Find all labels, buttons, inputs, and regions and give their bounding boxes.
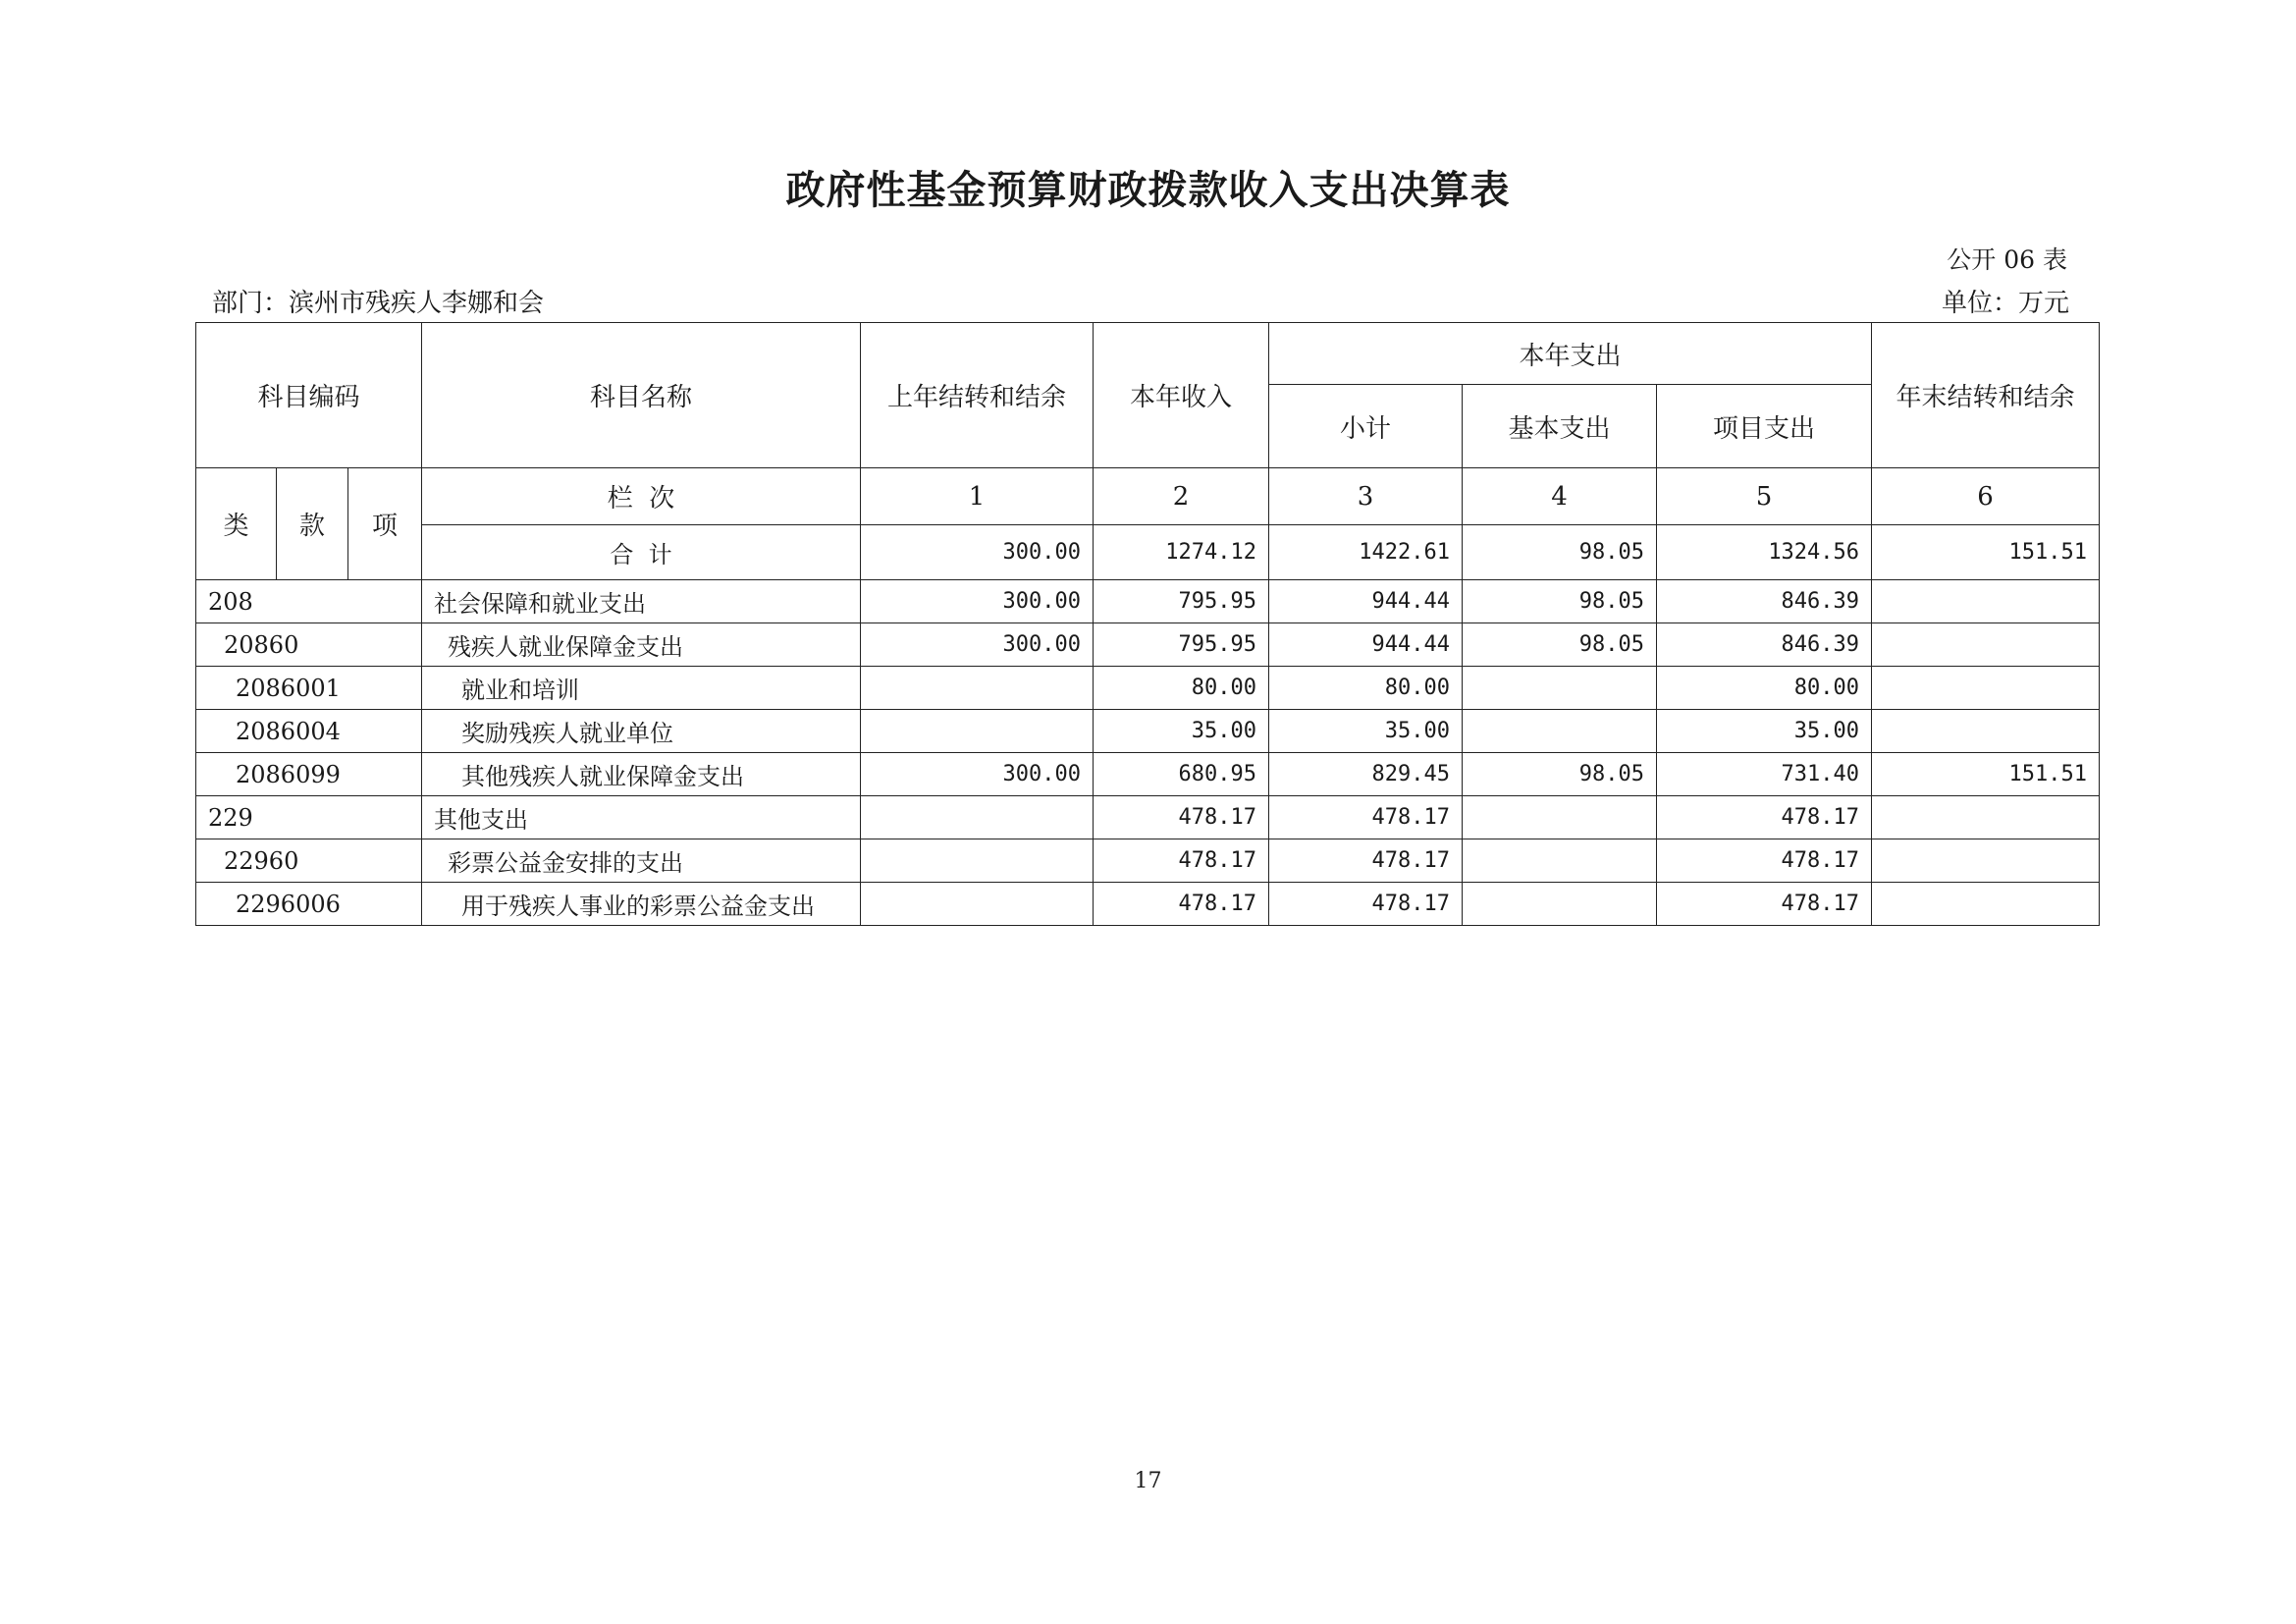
- row-code: 208: [196, 580, 422, 623]
- table-row: [196, 667, 2100, 710]
- row-subtotal: 829.45: [1269, 753, 1463, 796]
- row-prev-balance: 300.00: [861, 753, 1094, 796]
- column-number-row: [196, 468, 2100, 525]
- column-label: 栏 次: [422, 468, 861, 525]
- table-row: [196, 580, 2100, 623]
- row-income: 680.95: [1094, 753, 1269, 796]
- row-end-balance: [1872, 796, 2100, 839]
- department-label: 部门：滨州市残疾人李娜和会: [212, 289, 545, 318]
- table-row: [196, 839, 2100, 883]
- row-name: 其他残疾人就业保障金支出: [422, 753, 861, 796]
- row-subtotal: 478.17: [1269, 839, 1463, 883]
- header-project: 项目支出: [1657, 385, 1872, 468]
- total-subtotal: 1422.61: [1269, 525, 1463, 580]
- row-name: 其他支出: [422, 796, 861, 839]
- header-lei: 类: [196, 468, 277, 580]
- form-number: 公开 06 表: [1947, 245, 2067, 274]
- row-basic: [1463, 796, 1657, 839]
- header-prev-balance: 上年结转和结余: [861, 323, 1094, 468]
- row-name: 就业和培训: [422, 667, 861, 710]
- total-project: 1324.56: [1657, 525, 1872, 580]
- row-code: 2296006: [196, 883, 422, 926]
- row-name: 用于残疾人事业的彩票公益金支出: [422, 883, 861, 926]
- header-subtotal: 小计: [1269, 385, 1463, 468]
- row-basic: 98.05: [1463, 623, 1657, 667]
- row-subtotal: 944.44: [1269, 623, 1463, 667]
- column-number: 2: [1094, 468, 1269, 525]
- row-income: 478.17: [1094, 796, 1269, 839]
- row-project: 478.17: [1657, 839, 1872, 883]
- table-row: [196, 753, 2100, 796]
- row-project: 478.17: [1657, 883, 1872, 926]
- row-end-balance: [1872, 839, 2100, 883]
- row-income: 478.17: [1094, 839, 1269, 883]
- row-subtotal: 80.00: [1269, 667, 1463, 710]
- row-prev-balance: [861, 883, 1094, 926]
- row-name: 社会保障和就业支出: [422, 580, 861, 623]
- total-label: 合 计: [422, 525, 861, 580]
- row-income: 35.00: [1094, 710, 1269, 753]
- row-basic: 98.05: [1463, 580, 1657, 623]
- row-income: 80.00: [1094, 667, 1269, 710]
- row-prev-balance: 300.00: [861, 623, 1094, 667]
- column-number: 6: [1872, 468, 2100, 525]
- row-prev-balance: [861, 839, 1094, 883]
- row-basic: [1463, 667, 1657, 710]
- row-subtotal: 35.00: [1269, 710, 1463, 753]
- row-income: 795.95: [1094, 623, 1269, 667]
- row-name: 彩票公益金安排的支出: [422, 839, 861, 883]
- row-end-balance: [1872, 667, 2100, 710]
- header-row-1: [196, 323, 2100, 385]
- row-code: 2086001: [196, 667, 422, 710]
- column-number: 1: [861, 468, 1094, 525]
- row-project: 35.00: [1657, 710, 1872, 753]
- row-basic: [1463, 883, 1657, 926]
- table-row: [196, 796, 2100, 839]
- row-end-balance: [1872, 883, 2100, 926]
- row-code: 229: [196, 796, 422, 839]
- row-basic: [1463, 839, 1657, 883]
- header-xiang: 项: [348, 468, 422, 580]
- row-prev-balance: 300.00: [861, 580, 1094, 623]
- row-code: 2086004: [196, 710, 422, 753]
- row-subtotal: 478.17: [1269, 796, 1463, 839]
- row-name: 奖励残疾人就业单位: [422, 710, 861, 753]
- row-code: 20860: [196, 623, 422, 667]
- page-number: 17: [1134, 1469, 1162, 1493]
- budget-table: [195, 322, 2100, 926]
- header-end-balance: 年末结转和结余: [1872, 323, 2100, 468]
- page-title: 政府性基金预算财政拨款收入支出决算表: [785, 168, 1511, 213]
- row-prev-balance: [861, 667, 1094, 710]
- row-end-balance: [1872, 623, 2100, 667]
- header-income: 本年收入: [1094, 323, 1269, 468]
- total-end-balance: 151.51: [1872, 525, 2100, 580]
- table-row: [196, 623, 2100, 667]
- row-project: 846.39: [1657, 580, 1872, 623]
- total-basic: 98.05: [1463, 525, 1657, 580]
- row-income: 795.95: [1094, 580, 1269, 623]
- row-prev-balance: [861, 710, 1094, 753]
- table-row: [196, 883, 2100, 926]
- column-number: 4: [1463, 468, 1657, 525]
- unit-label: 单位：万元: [1941, 289, 2069, 318]
- row-project: 478.17: [1657, 796, 1872, 839]
- row-basic: [1463, 710, 1657, 753]
- row-code: 2086099: [196, 753, 422, 796]
- total-row: [196, 525, 2100, 580]
- header-name: 科目名称: [422, 323, 861, 468]
- row-name: 残疾人就业保障金支出: [422, 623, 861, 667]
- row-end-balance: [1872, 580, 2100, 623]
- total-prev-balance: 300.00: [861, 525, 1094, 580]
- row-prev-balance: [861, 796, 1094, 839]
- table-row: [196, 710, 2100, 753]
- row-project: 80.00: [1657, 667, 1872, 710]
- header-expense-group: 本年支出: [1269, 323, 1872, 385]
- column-number: 3: [1269, 468, 1463, 525]
- header-basic: 基本支出: [1463, 385, 1657, 468]
- row-end-balance: [1872, 710, 2100, 753]
- row-code: 22960: [196, 839, 422, 883]
- row-income: 478.17: [1094, 883, 1269, 926]
- header-code: 科目编码: [196, 323, 422, 468]
- row-subtotal: 478.17: [1269, 883, 1463, 926]
- row-basic: 98.05: [1463, 753, 1657, 796]
- row-end-balance: 151.51: [1872, 753, 2100, 796]
- header-kuan: 款: [277, 468, 348, 580]
- row-subtotal: 944.44: [1269, 580, 1463, 623]
- row-project: 846.39: [1657, 623, 1872, 667]
- column-number: 5: [1657, 468, 1872, 525]
- total-income: 1274.12: [1094, 525, 1269, 580]
- row-project: 731.40: [1657, 753, 1872, 796]
